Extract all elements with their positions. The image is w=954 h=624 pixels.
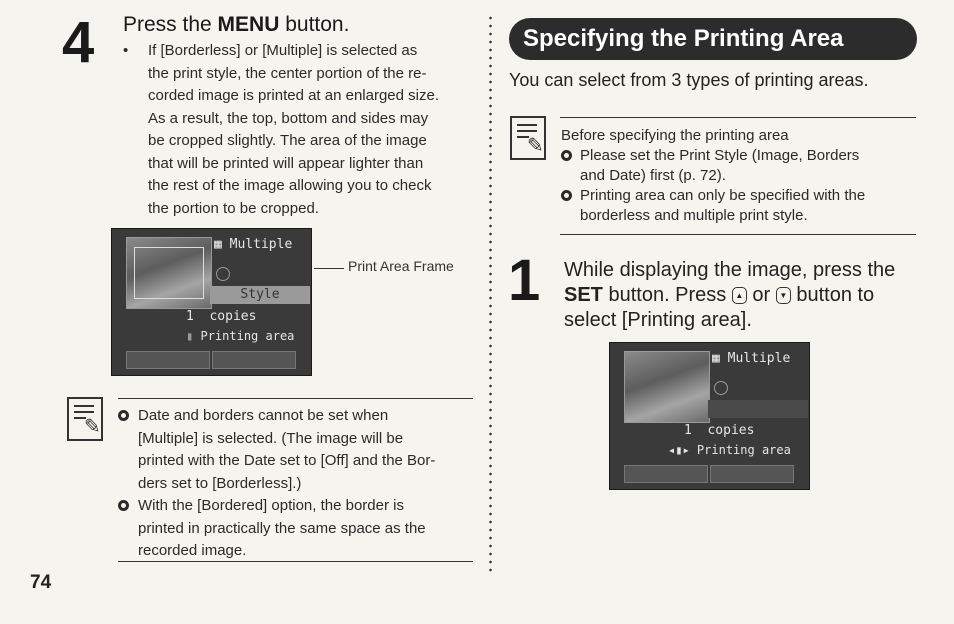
step-text: button. Press <box>602 284 732 306</box>
lcd-left-button <box>624 465 708 483</box>
memo-note-icon: ✎ <box>67 397 103 441</box>
bullet-icon <box>561 190 572 201</box>
memo-item <box>561 186 917 226</box>
copies-row <box>186 309 256 324</box>
copies-label: copies <box>209 309 257 324</box>
right-memo <box>561 126 917 226</box>
step-text: button to <box>790 284 875 306</box>
step-4-title <box>123 13 349 37</box>
printing-area-label: Printing area <box>696 443 791 457</box>
bullet-icon <box>118 410 129 421</box>
memo-top-rule <box>118 398 473 399</box>
memo-line: Please set the Print Style (Image, Borders <box>580 147 860 164</box>
lcd-right-button <box>212 351 296 369</box>
bullet-dot: • <box>123 42 129 59</box>
lcd-right-button <box>710 465 794 483</box>
note-line: corded image is printed at an enlarged size. <box>148 87 440 104</box>
multiple-layout-icon: ▦ <box>214 237 222 252</box>
callout-line <box>314 268 344 269</box>
right-memo-top-rule <box>560 117 916 118</box>
memo-line: [Multiple] is selected. (The image will be <box>138 429 404 447</box>
step-text: or <box>746 284 776 306</box>
note-line: If [Borderless] or [Multiple] is selected as <box>148 42 418 59</box>
step-4-title-suffix: button. <box>279 13 350 36</box>
step-1-line-3: select [Printing area]. <box>564 309 752 331</box>
page-number: 74 <box>30 572 52 593</box>
menu-button-name: MENU <box>217 13 280 36</box>
step-4-title-prefix: Press the <box>123 13 218 36</box>
bullet-icon <box>561 150 572 161</box>
style-indicator-icon <box>216 267 230 281</box>
step-1-instructions <box>564 258 916 333</box>
style-menu-item-dim <box>708 400 808 418</box>
memo-header: Before specifying the printing area <box>561 127 789 144</box>
mode-label: Multiple <box>229 237 293 252</box>
note-line: the print style, the center portion of the re- <box>148 64 427 82</box>
memo-item <box>118 405 474 495</box>
memo-line: printed in practically the same space as the <box>138 519 426 537</box>
print-area-frame-callout: Print Area Frame <box>348 258 454 274</box>
camera-lcd-screen <box>111 228 312 376</box>
thumbnail-photo <box>624 351 710 423</box>
print-area-frame <box>134 247 204 299</box>
note-line: be cropped slightly. The area of the image <box>148 132 427 149</box>
note-line: the rest of the image allowing you to check <box>148 177 432 194</box>
note-line: the portion to be cropped. <box>148 199 319 217</box>
copies-row <box>684 423 754 438</box>
note-line: As a result, the top, bottom and sides may <box>148 109 429 127</box>
frame-icon: ▮ <box>186 329 194 343</box>
up-button-icon: ▲ <box>732 287 747 304</box>
memo-line: and Date) first (p. 72). <box>580 167 726 184</box>
down-button-icon: ▼ <box>776 287 791 304</box>
printing-area-row <box>186 329 294 343</box>
memo-line: Printing area can only be specified with the <box>580 187 866 204</box>
style-menu-item: Style <box>210 286 310 304</box>
copies-label: copies <box>707 423 755 438</box>
step-4-note <box>123 40 483 220</box>
section-intro: You can select from 3 types of printing areas. <box>509 70 869 90</box>
column-divider <box>489 14 492 574</box>
copies-value: 1 <box>186 309 194 324</box>
memo-item <box>118 495 474 563</box>
memo-line: recorded image. <box>138 542 247 559</box>
printing-area-row-selected <box>668 443 791 457</box>
memo-line: printed with the Date set to [Off] and the Bor- <box>138 452 436 469</box>
memo-note-icon: ✎ <box>510 116 546 160</box>
lcd-left-button <box>126 351 210 369</box>
camera-lcd-screen <box>609 342 810 490</box>
print-style-mode <box>712 351 790 366</box>
bullet-icon <box>118 500 129 511</box>
memo-bottom-rule <box>118 561 473 562</box>
memo-line: borderless and multiple print style. <box>580 207 808 224</box>
memo-line: ders set to [Borderless].) <box>138 474 302 492</box>
memo-line: Date and borders cannot be set when <box>138 407 389 424</box>
step-1-line-2 <box>564 283 916 308</box>
copies-value: 1 <box>684 423 692 438</box>
step-4-note-lines <box>148 40 483 220</box>
memo-line: With the [Bordered] option, the border is <box>138 497 404 514</box>
mode-label: Multiple <box>727 351 791 366</box>
step-number-4: 4 <box>62 10 95 75</box>
section-title: Specifying the Printing Area <box>509 18 917 60</box>
set-button-name: SET <box>564 284 603 306</box>
step-number-1: 1 <box>508 248 541 313</box>
note-line: that will be printed will appear lighter than <box>148 154 424 172</box>
step-1-line-1: While displaying the image, press the <box>564 259 896 281</box>
left-memo-list <box>118 405 474 563</box>
style-indicator-icon <box>714 381 728 395</box>
memo-item <box>561 146 917 186</box>
multiple-layout-icon: ▦ <box>712 351 720 366</box>
right-memo-bottom-rule <box>560 234 916 235</box>
print-style-mode <box>214 237 292 252</box>
printing-area-label: Printing area <box>200 329 295 343</box>
left-right-arrow-icon: ◂▮▸ <box>668 443 690 457</box>
